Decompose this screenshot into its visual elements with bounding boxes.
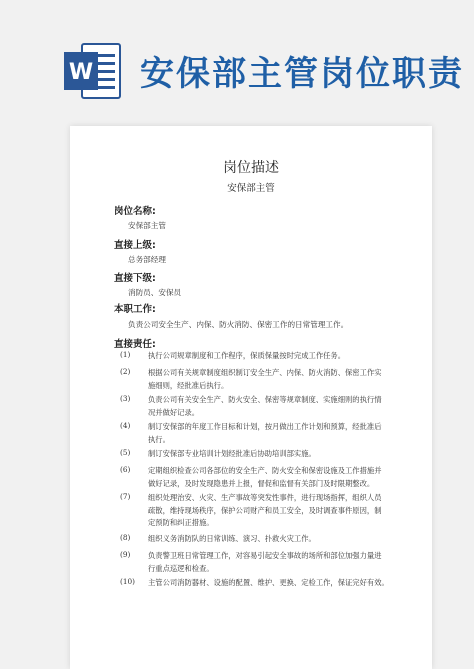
responsibility-text: 执行公司规章制度和工作程序，保质保量按时完成工作任务。 (148, 351, 346, 360)
subordinate-label: 直接下级: (114, 273, 156, 284)
word-icon-letter: W (68, 60, 94, 85)
responsibility-number: (3) (120, 394, 131, 403)
responsibility-number: (1) (120, 350, 131, 359)
responsibility-number: (4) (120, 421, 131, 430)
responsibility-number: (7) (120, 492, 131, 501)
responsibility-text: 负责公司有关安全生产、防火安全、保密等规章制度、实施细则的执行情 况并做好记录。 (148, 395, 382, 417)
responsibility-text: 组织义务消防队的日常训练、演习、扑救火灾工作。 (148, 534, 316, 543)
job-label: 本职工作: (114, 304, 156, 315)
responsibility-text: 制订安保部专业培训计划经批准后协助培训部实施。 (148, 449, 316, 458)
document-subtitle: 安保部主管 (227, 183, 275, 194)
header-banner (0, 0, 474, 128)
banner-title: 安保部主管岗位职责 (140, 54, 464, 94)
document-title: 岗位描述 (223, 160, 279, 176)
responsibility-text: 定期组织检查公司各部位的安全生产、防火安全和保密设施及工作措施并 做好记录，及时发现隐患并上报，督促和监督有关部门及时限期整改。 (148, 466, 382, 488)
position-name-label: 岗位名称: (114, 206, 156, 217)
superior-value: 总务部经理 (128, 255, 166, 264)
responsibility-text: 负责警卫班日常管理工作，对容易引起安全事故的场所和部位加强力量进 行重点巡逻和检查。 (148, 551, 382, 573)
superior-label: 直接上级: (114, 240, 156, 251)
responsibility-number: (5) (120, 448, 131, 457)
duties-label: 直接责任: (114, 339, 156, 350)
responsibility-number: (9) (120, 550, 131, 559)
responsibility-number: (2) (120, 367, 131, 376)
responsibility-text: 组织处理治安、火灾、生产事故等突发性事件，进行现场指挥，组织人员 疏散，维持现场秩序，保护公司财产和员工安全，及时调查事件原因，制 定预防和纠正措施。 (148, 493, 382, 527)
job-value: 负责公司安全生产、内保、防火消防、保密工作的日常管理工作。 (128, 320, 349, 329)
responsibility-text: 根据公司有关规章制度组织制订安全生产、内保、防火消防、保密工作实 施细则，经批准后执行。 (148, 368, 382, 390)
responsibility-text: 制订安保部的年度工作目标和计划，按月做出工作计划和预算，经批准后 执行。 (148, 422, 382, 444)
position-name-value: 安保部主管 (128, 221, 166, 230)
responsibility-number: (6) (120, 465, 131, 474)
responsibility-text: 主管公司消防器材、设施的配置、维护、更换、定检工作，保证完好有效。 (148, 578, 389, 587)
word-icon (62, 40, 124, 102)
responsibility-number: (8) (120, 533, 131, 542)
document-page (70, 126, 432, 669)
responsibility-number: (10) (120, 577, 135, 586)
subordinate-value: 消防员、安保员 (128, 288, 182, 297)
